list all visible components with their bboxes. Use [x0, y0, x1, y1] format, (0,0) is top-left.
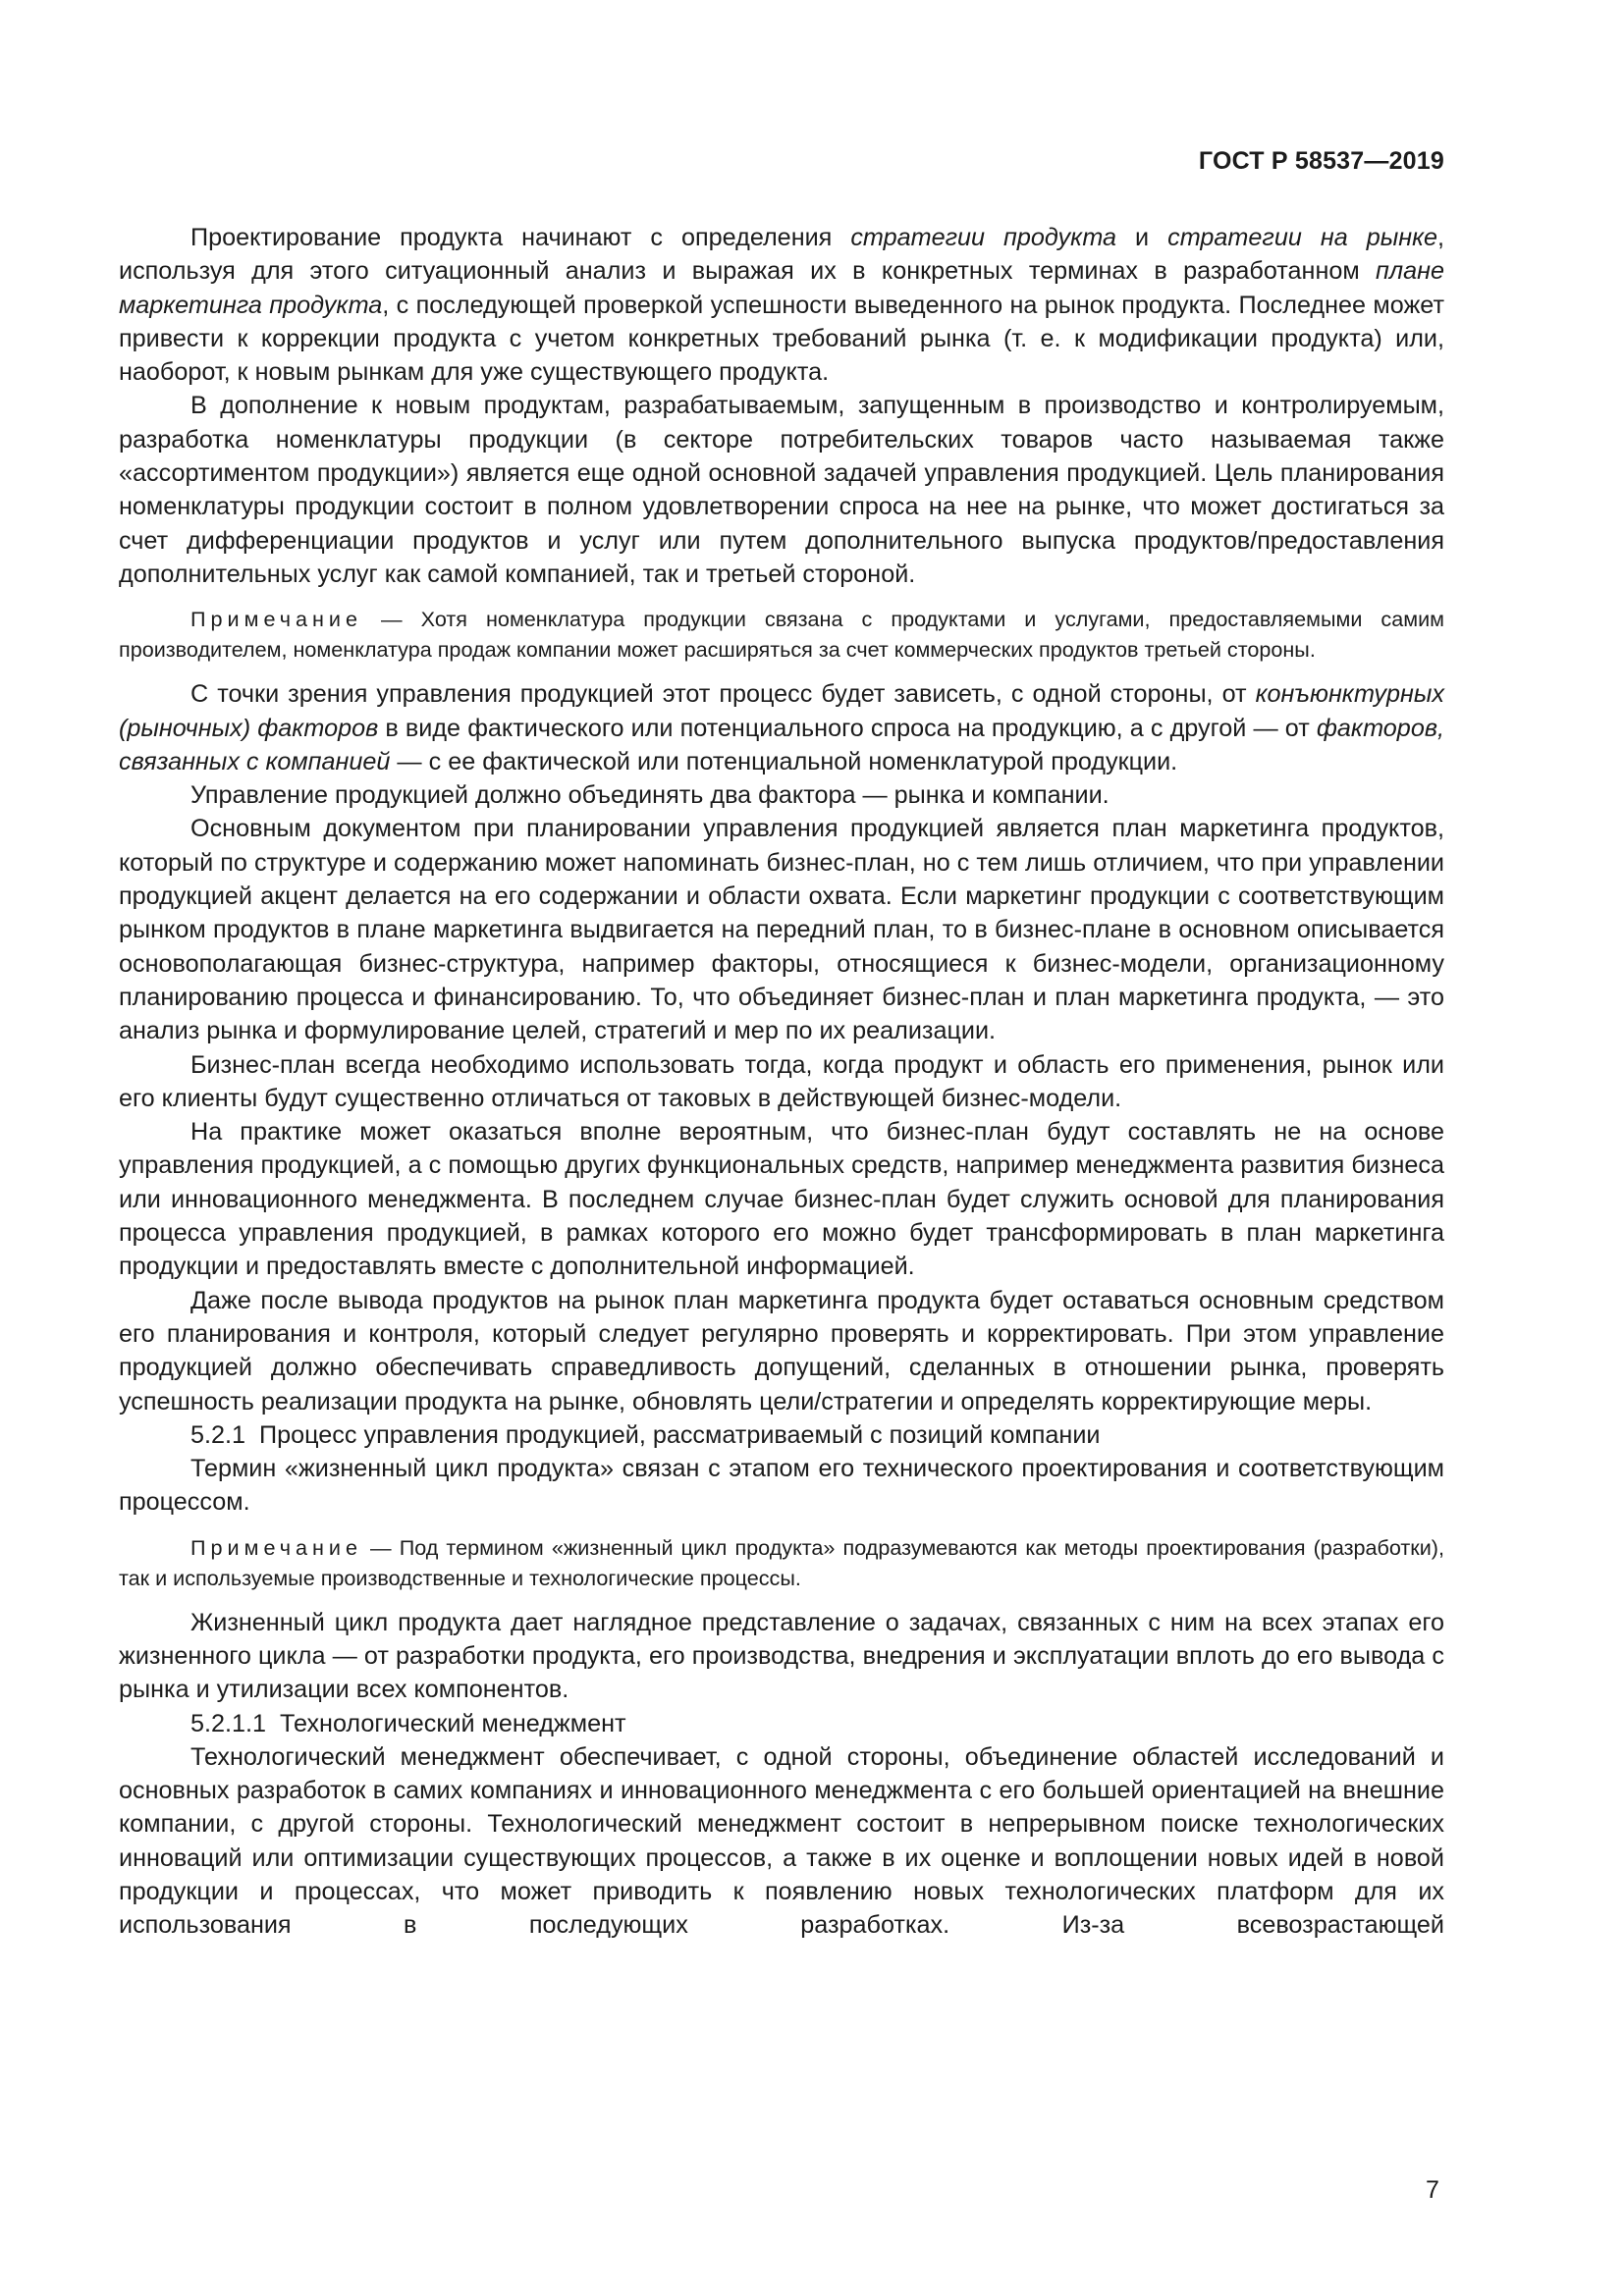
paragraph: Жизненный цикл продукта дает наглядное представление о задачах, связанных с ним на всех этапах его жизненного цикла — от разработки продукта, его производства, внедрения и эксплуатации вплоть до его вывода с рынка и утилизации всех компонентов. — [119, 1608, 1444, 1704]
paragraph: На практике может оказаться вполне вероятным, что бизнес-план будут составлять не на основе управления продукцией, а с помощью других функциональных средств, например менеджмента развития бизнеса или инновационного менеджмента. В последнем случае бизнес-план будет служить основой для планирования процесса управления продукцией, в рамках которого его можно будет трансформировать в план маркетинга продукции и предоставлять вместе с дополнительной информацией. — [119, 1118, 1444, 1281]
note-label: Примечание — [190, 607, 362, 632]
paragraph: Основным документом при планировании управления продукцией является план маркетинга продуктов, который по структуре и содержанию может напоминать бизнес-план, но с тем лишь отличием, что при управлении продукцией акцент делается на его содержании и области охвата. Если маркетинг продукции с соответствующим рынком продуктов в плане маркетинга выдвигается на передний план, то в бизнес-плане в основном описывается основополагающая бизнес-структура, например факторы, относящиеся к бизнес-модели, организационному планированию процесса и финансированию. То, что объединяет бизнес-план и план маркетинга продукта, — это анализ рынка и формулирование целей, стратегий и мер по их реализации. — [119, 815, 1444, 1045]
note: Примечание — Хотя номенклатура продукции связана с продуктами и услугами, предоставляемыми самим производителем, номенклатура продаж компании может расширяться за счет коммерческих продуктов третьей стороны. — [119, 607, 1444, 663]
paragraph: С точки зрения управления продукцией этот процесс будет зависеть, с одной стороны, от конъюнктурных (рыночных) факторов в виде фактического или потенциального спроса на продукцию, а с другой — от факторов, связанных с компанией — с ее фактической или потенциальной номенклатурой продукции. — [119, 680, 1444, 775]
paragraph: Управление продукцией должно объединять два фактора — рынка и компании. — [190, 781, 1110, 810]
paragraph: Проектирование продукта начинают с определения стратегии продукта и стратегии на рынке, используя для этого ситуационный анализ и выражая их в конкретных терминах в разработанном плане маркетинга продукта, с последующей проверкой успешности выведенного на рынок продукта. Последнее может привести к коррекции продукта с учетом конкретных требований рынка (т. е. к модификации продукта) или, наоборот, к новым рынкам для уже существующего продукта. — [119, 224, 1445, 387]
note: Примечание — Под термином «жизненный цикл продукта» подразумеваются как методы проектирования (разработки), так и используемые производственные и технологические процессы. — [119, 1534, 1444, 1590]
paragraph: Термин «жизненный цикл продукта» связан с этапом его технического проектирования и соответствующим процессом. — [119, 1455, 1444, 1517]
paragraph: Технологический менеджмент обеспечивает, с одной стороны, объединение областей исследований и основных разработок в самих компаниях и инновационного менеджмента с его большей ориентацией на внешние компании, с другой стороны. Технологический менеджмент состоит в непрерывном поиске технологических инноваций или оптимизации существующих процессов, а также в их оценке и воплощении новых идей в новой продукции и процессах, что может приводить к появлению новых технологических платформ для их использования в последующих разработках. Из-за всевозрастающей — [119, 1742, 1444, 1940]
page-number: 7 — [1426, 2176, 1439, 2204]
document-body — [119, 221, 1444, 1943]
paragraph: Бизнес-план всегда необходимо использовать тогда, когда продукт и область его применения, рынок или его клиенты будут существенно отличаться от таковых в действующей бизнес-модели. — [119, 1050, 1444, 1112]
section-heading-5-2-1: 5.2.1 Процесс управления продукцией, рассматриваемый с позиций компании — [190, 1420, 1101, 1449]
note-label: Примечание — [190, 1534, 362, 1560]
paragraph: В дополнение к новым продуктам, разрабатываемым, запущенным в производство и контролируемым, разработка номенклатуры продукции (в секторе потребительских товаров часто называемая также «ассортиментом продукции») является еще одной основной задачей управления продукцией. Цель планирования номенклатуры продукции состоит в полном удовлетворении спроса на нее на рынке, что может достигаться за счет дифференциации продуктов и услуг или путем дополнительного выпуска продуктов/предоставления дополнительных услуг как самой компанией, так и третьей стороной. — [119, 392, 1444, 588]
section-heading-5-2-1-1: 5.2.1.1 Технологический менеджмент — [190, 1709, 626, 1737]
document-header: ГОСТ Р 58537—2019 — [1198, 147, 1444, 175]
paragraph: Даже после вывода продуктов на рынок план маркетинга продукта будет оставаться основным средством его планирования и контроля, который следует регулярно проверять и корректировать. При этом управление продукцией должно обеспечивать справедливость допущений, сделанных в отношении рынка, проверять успешность реализации продукта на рынке, обновлять цели/стратегии и определять корректирующие меры. — [119, 1286, 1444, 1415]
